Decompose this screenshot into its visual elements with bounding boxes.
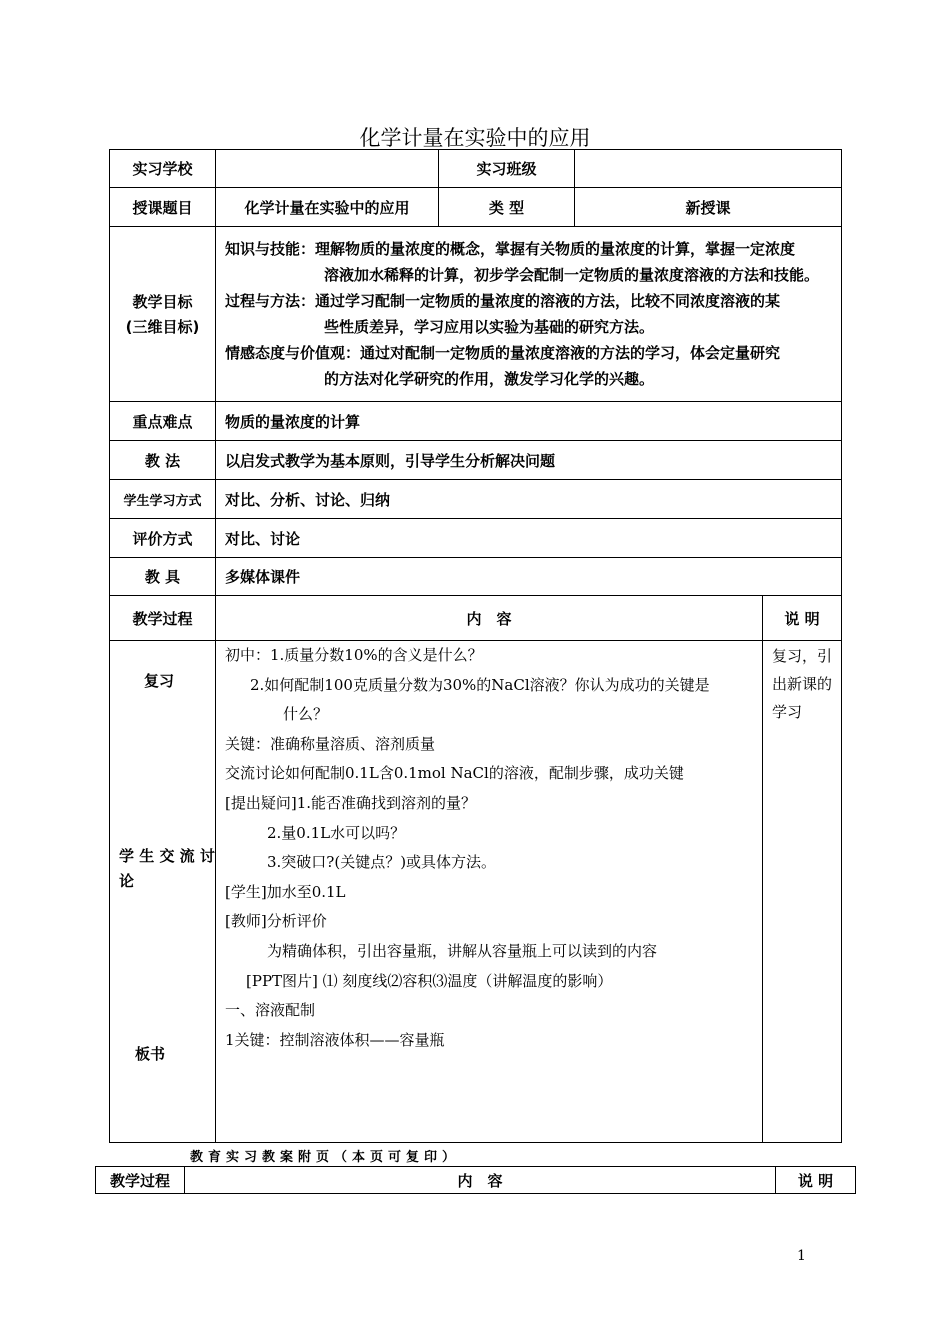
key-points-label: 重点难点 (110, 402, 216, 441)
key-points-value: 物质的量浓度的计算 (216, 402, 842, 441)
objective-label: 过程与方法： (225, 292, 316, 310)
process-column (110, 641, 216, 1143)
objective-text-cont: 的方法对化学研究的作用，激发学习化学的兴趣。 (324, 370, 655, 388)
content-line: 关键：准确称量溶质、溶剂质量 (225, 734, 436, 753)
appendix-table (95, 1166, 856, 1194)
appendix-note-header: 说 明 (776, 1167, 856, 1194)
objective-knowledge (225, 236, 839, 288)
content-line: 3.突破口?(关键点？)或具体方法。 (267, 853, 497, 872)
objective-label: 知识与技能： (225, 240, 316, 258)
content-line: 1关键：控制溶液体积——容量瓶 (225, 1030, 445, 1049)
class-label: 实习班级 (439, 150, 575, 188)
objective-text-cont: 溶液加水稀释的计算，初步学会配制一定物质的量浓度溶液的方法和技能。 (324, 266, 820, 284)
objective-attitude (225, 340, 839, 392)
board-label: 板书 (135, 1045, 166, 1063)
lesson-plan-table (109, 149, 842, 1143)
content-line: 2.如何配制100克质量分数为30%的NaCl溶液？你认为成功的关键是 (250, 675, 710, 694)
objectives-label (110, 227, 216, 402)
discussion-label: 学 生 交 流 讨 论 (119, 847, 215, 890)
objectives-content (216, 227, 842, 402)
teaching-method-label: 教 法 (110, 441, 216, 480)
study-mode-value: 对比、分析、讨论、归纳 (216, 480, 842, 519)
teaching-tools-label: 教 具 (110, 558, 216, 596)
type-label: 类 型 (439, 188, 575, 227)
content-line: 初中：1.质量分数10%的含义是什么？ (225, 646, 483, 664)
appendix-caption: 教育实习教案附页（本页可复印） (190, 1150, 461, 1165)
objective-text-cont: 些性质差异，学习应用以实验为基础的研究方法。 (324, 318, 655, 336)
topic-label: 授课题目 (110, 188, 216, 227)
document-title: 化学计量在实验中的应用 (359, 126, 591, 150)
note-column (763, 641, 842, 1143)
content-line: [教师]分析评价 (225, 912, 327, 931)
school-value (216, 150, 439, 188)
content-line: [提出疑问]1.能否准确找到溶剂的量？ (225, 793, 477, 812)
evaluation-label: 评价方式 (110, 519, 216, 558)
appendix-process-header: 教学过程 (96, 1167, 185, 1194)
objective-label: 情感态度与价值观： (225, 344, 361, 362)
content-line: 2.量0.1L水可以吗？ (267, 823, 406, 842)
content-line: [PPT图片] ⑴ 刻度线⑵容积⑶温度（讲解温度的影响） (246, 971, 613, 990)
content-line: [学生]加水至0.1L (225, 882, 346, 901)
content-line: 为精确体积，引出容量瓶，讲解从容量瓶上可以读到的内容 (267, 941, 658, 960)
teaching-method-value: 以启发式教学为基本原则，引导学生分析解决问题 (216, 441, 842, 480)
review-label: 复习 (144, 672, 175, 690)
content-body (216, 641, 763, 1143)
page-number: 1 (797, 1248, 806, 1264)
objective-process (225, 288, 839, 340)
objective-text: 理解物质的量浓度的概念，掌握有关物质的量浓度的计算，掌握一定浓度 (315, 240, 796, 258)
content-line: 一、溶液配制 (225, 1001, 316, 1020)
evaluation-value: 对比、讨论 (216, 519, 842, 558)
appendix-content-header: 内 容 (185, 1167, 776, 1194)
process-header: 教学过程 (110, 596, 216, 641)
study-mode-label: 学生学习方式 (110, 480, 216, 519)
content-line: 什么？ (283, 705, 329, 724)
teaching-tools-value: 多媒体课件 (216, 558, 842, 596)
note-text: 复习，引出新课的学习 (772, 647, 833, 721)
content-header: 内 容 (216, 596, 763, 641)
objective-text: 通过对配制一定物质的量浓度溶液的方法的学习，体会定量研究 (360, 344, 781, 362)
note-header: 说 明 (763, 596, 842, 641)
type-value: 新授课 (575, 188, 842, 227)
school-label: 实习学校 (110, 150, 216, 188)
class-value (575, 150, 842, 188)
objectives-label-line1: 教学目标 (132, 293, 193, 311)
content-line: 交流讨论如何配制0.1L含0.1mol NaCl的溶液，配制步骤，成功关键 (225, 764, 684, 783)
topic-value: 化学计量在实验中的应用 (216, 188, 439, 227)
objectives-label-line2: (三维目标) (125, 318, 200, 336)
objective-text: 通过学习配制一定物质的量浓度的溶液的方法，比较不同浓度溶液的某 (315, 292, 781, 310)
